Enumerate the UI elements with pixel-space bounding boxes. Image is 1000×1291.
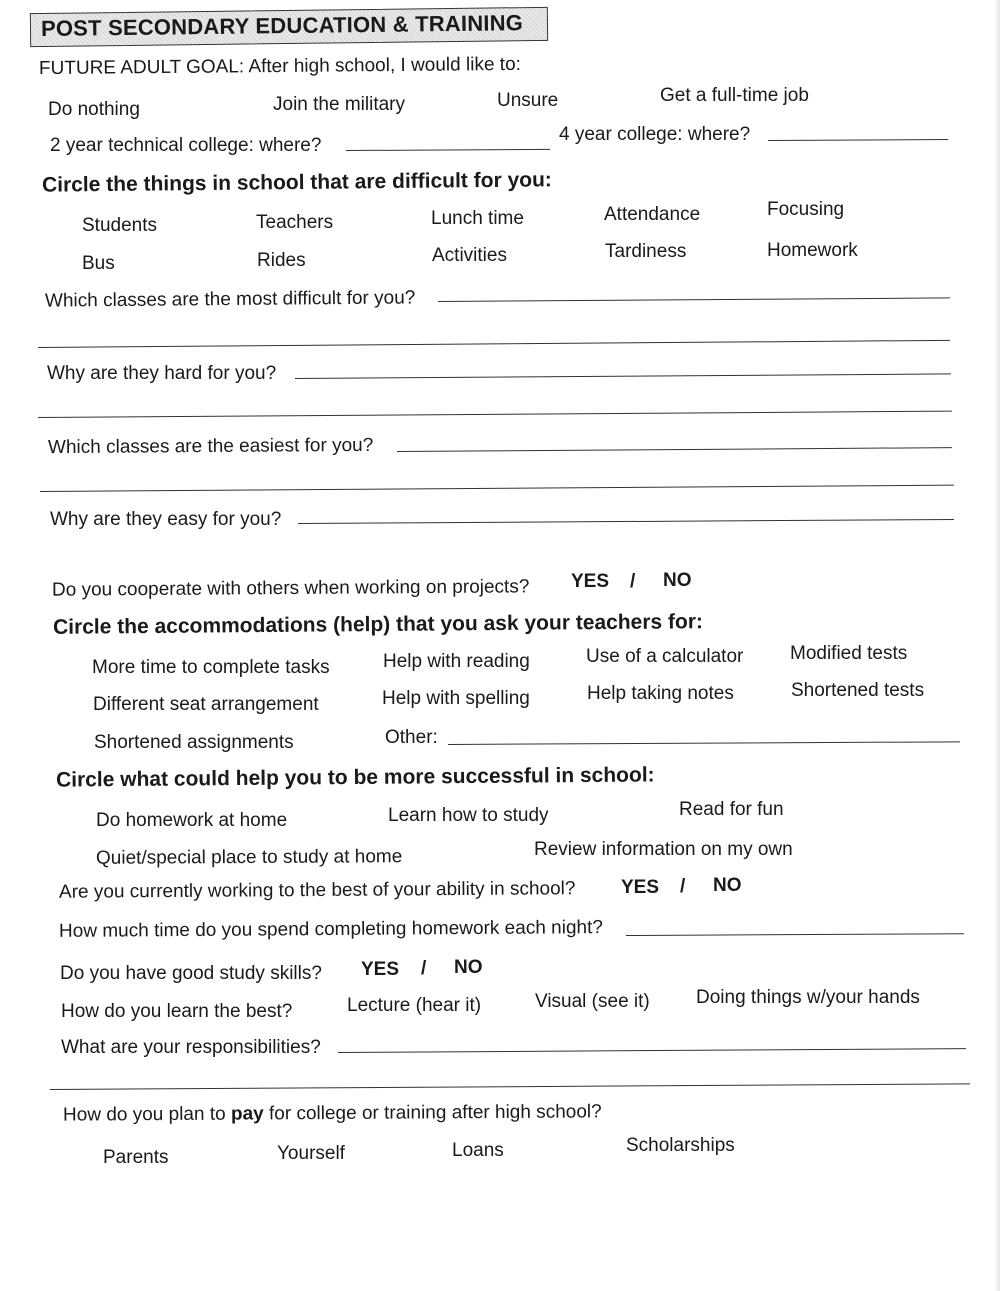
accommodation-help-reading[interactable]: Help with reading	[383, 651, 530, 672]
difficult-option-tardiness[interactable]: Tardiness	[605, 241, 687, 262]
best-ability-yes[interactable]: YES	[621, 877, 660, 898]
pay-question-start: How do you plan to	[62, 1103, 232, 1126]
accommodation-taking-notes[interactable]: Help taking notes	[587, 683, 734, 704]
scan-edge-shadow	[994, 0, 1000, 1291]
cooperate-question: Do you cooperate with others when working on projects?	[51, 576, 530, 601]
pay-question	[63, 1101, 602, 1126]
success-read-for-fun[interactable]: Read for fun	[679, 799, 784, 820]
difficult-option-focusing[interactable]: Focusing	[767, 199, 845, 220]
four-year-college-answer-line[interactable]	[768, 139, 948, 141]
cooperate-yes[interactable]: YES	[571, 571, 610, 592]
pay-option-loans[interactable]: Loans	[452, 1140, 504, 1161]
success-heading: Circle what could help you to be more successful in school:	[55, 763, 655, 792]
study-skills-no[interactable]: NO	[454, 957, 483, 978]
pay-question-emphasis: pay	[230, 1103, 264, 1125]
success-homework-at-home[interactable]: Do homework at home	[96, 810, 288, 831]
title-box	[30, 7, 548, 47]
accommodation-other-answer-line[interactable]	[448, 741, 960, 745]
easiest-answer-line[interactable]	[397, 447, 952, 452]
four-year-college-label: 4 year college: where?	[559, 124, 751, 145]
difficult-option-teachers[interactable]: Teachers	[256, 212, 334, 233]
most-difficult-question: Which classes are the most difficult for you?	[44, 287, 416, 312]
study-skills-question: Do you have good study skills?	[60, 963, 322, 984]
difficult-option-students[interactable]: Students	[82, 215, 157, 236]
accommodation-calculator[interactable]: Use of a calculator	[586, 646, 744, 667]
study-skills-slash: /	[421, 958, 427, 979]
pay-question-end: for college or training after high school?	[263, 1101, 602, 1125]
most-difficult-answer-line-2[interactable]	[38, 340, 950, 348]
cooperate-slash: /	[630, 571, 636, 592]
accommodation-help-spelling[interactable]: Help with spelling	[382, 688, 530, 709]
most-difficult-answer-line[interactable]	[438, 297, 950, 302]
pay-option-yourself[interactable]: Yourself	[277, 1143, 345, 1164]
why-hard-answer-line-2[interactable]	[38, 411, 952, 418]
pay-option-parents[interactable]: Parents	[103, 1147, 169, 1168]
difficult-option-rides[interactable]: Rides	[257, 250, 306, 271]
difficult-option-lunch-time[interactable]: Lunch time	[431, 208, 524, 229]
two-year-college-label: 2 year technical college: where?	[50, 135, 322, 156]
why-hard-answer-line[interactable]	[295, 373, 951, 379]
homework-time-answer-line[interactable]	[626, 933, 964, 936]
best-ability-question: Are you currently working to the best of your ability in school?	[58, 878, 576, 903]
why-easy-question: Why are they easy for you?	[50, 509, 282, 530]
goal-option-unsure[interactable]: Unsure	[497, 90, 559, 111]
easiest-answer-line-2[interactable]	[40, 485, 954, 492]
cooperate-no[interactable]: NO	[663, 570, 692, 591]
learn-option-hands[interactable]: Doing things w/your hands	[696, 987, 920, 1008]
homework-time-question: How much time do you spend completing homework each night?	[58, 917, 603, 942]
best-ability-slash: /	[680, 876, 686, 897]
learn-option-lecture[interactable]: Lecture (hear it)	[347, 995, 482, 1016]
accommodation-modified-tests[interactable]: Modified tests	[790, 643, 908, 664]
accommodation-seat-arrangement[interactable]: Different seat arrangement	[93, 694, 319, 715]
success-learn-to-study[interactable]: Learn how to study	[388, 805, 549, 826]
success-quiet-place[interactable]: Quiet/special place to study at home	[95, 846, 403, 869]
future-goal-label: FUTURE ADULT GOAL: After high school, I would like to:	[38, 53, 521, 80]
page-title: POST SECONDARY EDUCATION & TRAINING	[40, 10, 524, 42]
goal-option-military[interactable]: Join the military	[273, 94, 405, 115]
why-hard-question: Why are they hard for you?	[47, 363, 277, 384]
difficult-heading: Circle the things in school that are difficult for you:	[41, 168, 552, 197]
why-easy-answer-line[interactable]	[298, 519, 954, 524]
goal-option-do-nothing[interactable]: Do nothing	[48, 99, 140, 120]
accommodation-more-time[interactable]: More time to complete tasks	[92, 657, 330, 678]
accommodation-shortened-tests[interactable]: Shortened tests	[791, 680, 925, 701]
difficult-option-activities[interactable]: Activities	[432, 245, 507, 266]
study-skills-yes[interactable]: YES	[361, 959, 400, 980]
difficult-option-bus[interactable]: Bus	[82, 253, 115, 274]
accommodation-other-label: Other:	[385, 727, 438, 748]
difficult-option-attendance[interactable]: Attendance	[604, 204, 701, 225]
easiest-question: Which classes are the easiest for you?	[47, 434, 374, 459]
learn-option-visual[interactable]: Visual (see it)	[535, 991, 650, 1012]
two-year-college-answer-line[interactable]	[346, 149, 550, 151]
difficult-option-homework[interactable]: Homework	[767, 240, 858, 261]
goal-option-full-time-job[interactable]: Get a full-time job	[660, 85, 809, 106]
best-ability-no[interactable]: NO	[713, 875, 742, 896]
success-review-information[interactable]: Review information on my own	[534, 839, 793, 860]
responsibilities-question: What are your responsibilities?	[61, 1037, 321, 1058]
responsibilities-answer-line-2[interactable]	[50, 1083, 970, 1090]
responsibilities-answer-line[interactable]	[338, 1048, 966, 1053]
accommodations-heading: Circle the accommodations (help) that you ask your teachers for:	[52, 610, 704, 639]
accommodation-shortened-assignments[interactable]: Shortened assignments	[94, 732, 294, 753]
learn-best-question: How do you learn the best?	[61, 1001, 293, 1022]
pay-option-scholarships[interactable]: Scholarships	[626, 1135, 735, 1156]
